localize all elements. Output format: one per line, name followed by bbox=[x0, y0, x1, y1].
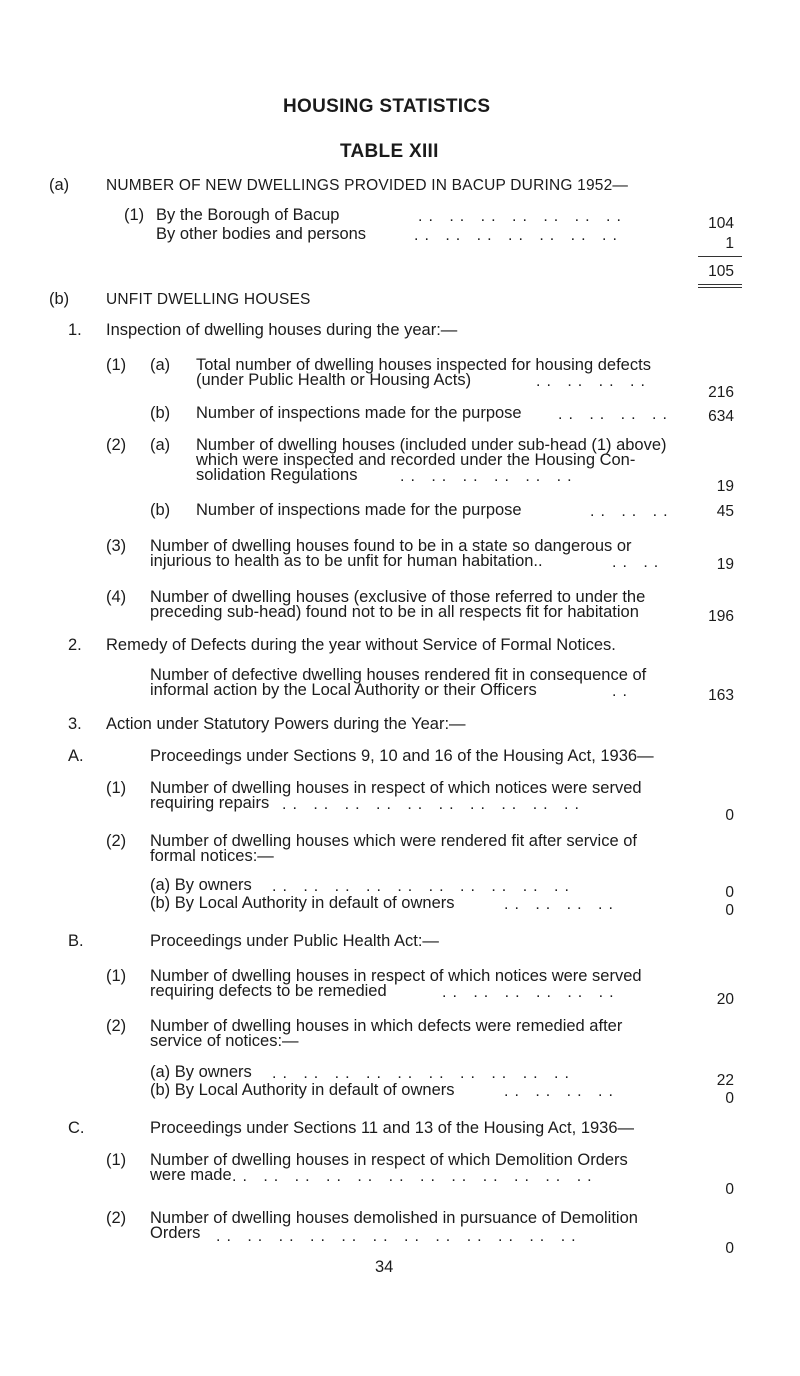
section-a-item-2-text: By other bodies and persons bbox=[156, 225, 367, 243]
dot-leader: .. .. .. .. .. .. bbox=[442, 984, 620, 1001]
section-a-item-1-label: (1) bbox=[124, 206, 145, 224]
s1-item2a-sub: (a) bbox=[150, 436, 171, 454]
s1-item2a-line2: which were inspected and recorded under the Housing Con- bbox=[196, 451, 636, 469]
s1-item1a-value: 216 bbox=[708, 384, 734, 401]
s3a-by-la: (b) By Local Authority in default of owners bbox=[150, 894, 455, 912]
s1-item4-line2: preceding sub-head) found not to be in all respects fit for habitation bbox=[150, 603, 639, 621]
s3b-item1-line1: Number of dwelling houses in respect of which notices were served bbox=[150, 967, 642, 985]
section-a-item-2-value: 1 bbox=[725, 235, 734, 252]
s1-number: 1. bbox=[68, 321, 82, 339]
s1-item1b-text: Number of inspections made for the purpose bbox=[196, 404, 522, 422]
s1-item4-value: 196 bbox=[708, 608, 734, 625]
s1-item1a-line2: (under Public Health or Housing Acts) bbox=[196, 371, 472, 389]
s3-number: 3. bbox=[68, 715, 82, 733]
dot-leader: .. .. .. .. .. .. .. bbox=[418, 208, 627, 225]
s3c-item2-num: (2) bbox=[106, 1209, 127, 1227]
s3b-item1-line2: requiring defects to be remedied bbox=[150, 982, 387, 1000]
s3a-item1-line1: Number of dwelling houses in respect of which notices were served bbox=[150, 779, 642, 797]
s1-item3-line2: injurious to health as to be unfit for human habitation.. bbox=[150, 552, 543, 570]
subtotal-rule bbox=[698, 256, 742, 257]
s3b-item1-num: (1) bbox=[106, 967, 127, 985]
s3b-by-la-value: 0 bbox=[725, 1090, 734, 1107]
s3c-item1-value: 0 bbox=[725, 1181, 734, 1198]
section-a-label: (a) bbox=[49, 176, 70, 194]
s3b-heading: Proceedings under Public Health Act:— bbox=[150, 932, 439, 950]
s1-item3-line1: Number of dwelling houses found to be in a state so dangerous or bbox=[150, 537, 632, 555]
s3a-item2-line1: Number of dwelling houses which were rendered fit after service of bbox=[150, 832, 637, 850]
s1-item1b-sub: (b) bbox=[150, 404, 171, 422]
s3b-label: B. bbox=[68, 932, 84, 950]
page-number: 34 bbox=[375, 1258, 394, 1276]
page-title: HOUSING STATISTICS bbox=[283, 96, 491, 117]
s3b-by-la: (b) By Local Authority in default of owners bbox=[150, 1081, 455, 1099]
s1-item2-num: (2) bbox=[106, 436, 127, 454]
s1-item2a-line3: solidation Regulations bbox=[196, 466, 358, 484]
s3a-heading: Proceedings under Sections 9, 10 and 16 of the Housing Act, 1936— bbox=[150, 747, 654, 765]
dot-leader: .. .. .. .. .. .. bbox=[400, 468, 578, 485]
section-a-item-1-value: 104 bbox=[708, 215, 734, 232]
table-label: TABLE XIII bbox=[340, 141, 439, 162]
dot-leader: .. .. .. .. .. .. .. .. .. .. bbox=[272, 878, 575, 895]
s3c-item1-line2: were made bbox=[150, 1166, 232, 1184]
s3a-by-owners: (a) By owners bbox=[150, 876, 252, 894]
dot-leader: .. bbox=[612, 683, 633, 700]
total-rule-2 bbox=[698, 287, 742, 288]
s1-item2a-line1: Number of dwelling houses (included under sub-head (1) above) bbox=[196, 436, 667, 454]
s3c-item2-line1: Number of dwelling houses demolished in pursuance of Demolition bbox=[150, 1209, 638, 1227]
dot-leader: .. .. .. .. .. .. .. bbox=[414, 227, 623, 244]
s3a-item1-num: (1) bbox=[106, 779, 127, 797]
s1-item1b-value: 634 bbox=[708, 408, 734, 425]
dot-leader: .. .. .. .. .. .. .. .. .. .. .. .. bbox=[216, 1228, 582, 1245]
dot-leader: .. .. .. .. bbox=[558, 406, 673, 423]
s1-item1a-sub: (a) bbox=[150, 356, 171, 374]
section-a-total: 105 bbox=[708, 263, 734, 280]
s3a-label: A. bbox=[68, 747, 84, 765]
s3b-item2-num: (2) bbox=[106, 1017, 127, 1035]
section-a-item-1-text: By the Borough of Bacup bbox=[156, 206, 340, 224]
section-b-heading: UNFIT DWELLING HOUSES bbox=[106, 291, 311, 308]
s3a-item2-num: (2) bbox=[106, 832, 127, 850]
dot-leader: .. .. .. .. .. .. .. .. .. .. bbox=[282, 796, 585, 813]
s1-item2b-sub: (b) bbox=[150, 501, 171, 519]
s3a-item1-value: 0 bbox=[725, 807, 734, 824]
dot-leader: .. .. .. .. .. .. .. .. .. .. bbox=[272, 1065, 575, 1082]
s2-line2: informal action by the Local Authority or their Officers bbox=[150, 681, 537, 699]
s3a-by-la-value: 0 bbox=[725, 902, 734, 919]
dot-leader: .. .. .. .. bbox=[504, 896, 619, 913]
s3c-heading: Proceedings under Sections 11 and 13 of the Housing Act, 1936— bbox=[150, 1119, 635, 1137]
s1-item4-num: (4) bbox=[106, 588, 127, 606]
s3b-by-owners: (a) By owners bbox=[150, 1063, 252, 1081]
section-a-heading: NUMBER OF NEW DWELLINGS PROVIDED IN BACUP DURING 1952— bbox=[106, 177, 629, 194]
s3b-item2-line1: Number of dwelling houses in which defects were remedied after bbox=[150, 1017, 623, 1035]
s2-number: 2. bbox=[68, 636, 82, 654]
s1-item2b-text: Number of inspections made for the purpose bbox=[196, 501, 522, 519]
s3c-label: C. bbox=[68, 1119, 85, 1137]
s3b-item2-line2: service of notices:— bbox=[150, 1032, 299, 1050]
s1-item2a-value: 19 bbox=[716, 478, 734, 495]
s1-item1a-line1: Total number of dwelling houses inspected for housing defects bbox=[196, 356, 651, 374]
total-rule-1 bbox=[698, 284, 742, 285]
s3a-item2-line2: formal notices:— bbox=[150, 847, 274, 865]
s3b-item1-value: 20 bbox=[716, 991, 734, 1008]
s2-heading: Remedy of Defects during the year without Service of Formal Notices. bbox=[106, 636, 616, 654]
s1-item1-num: (1) bbox=[106, 356, 127, 374]
dot-leader: .. .. bbox=[612, 554, 665, 571]
s1-item3-value: 19 bbox=[716, 556, 734, 573]
s3c-item2-line2: Orders bbox=[150, 1224, 201, 1242]
s2-line1: Number of defective dwelling houses rendered fit in consequence of bbox=[150, 666, 647, 684]
section-b-label: (b) bbox=[49, 290, 70, 308]
s3c-item1-line1: Number of dwelling houses in respect of which Demolition Orders bbox=[150, 1151, 628, 1169]
s1-item3-num: (3) bbox=[106, 537, 127, 555]
s3a-by-owners-value: 0 bbox=[725, 884, 734, 901]
dot-leader: .. .. .. .. bbox=[504, 1083, 619, 1100]
s3c-item1-num: (1) bbox=[106, 1151, 127, 1169]
s1-item2b-value: 45 bbox=[716, 503, 734, 520]
s2-value: 163 bbox=[708, 687, 734, 704]
dot-leader: .. .. .. .. bbox=[536, 373, 651, 390]
s3b-by-owners-value: 22 bbox=[716, 1072, 734, 1089]
s3c-item2-value: 0 bbox=[725, 1240, 734, 1257]
s3a-item1-line2: requiring repairs bbox=[150, 794, 270, 812]
dot-leader: .. .. .. .. .. .. .. .. .. .. .. .. bbox=[232, 1168, 598, 1185]
dot-leader: .. .. .. bbox=[590, 503, 674, 520]
s1-heading: Inspection of dwelling houses during the year:— bbox=[106, 321, 458, 339]
s3-heading: Action under Statutory Powers during the Year:— bbox=[106, 715, 466, 733]
s1-item4-line1: Number of dwelling houses (exclusive of those referred to under the bbox=[150, 588, 646, 606]
